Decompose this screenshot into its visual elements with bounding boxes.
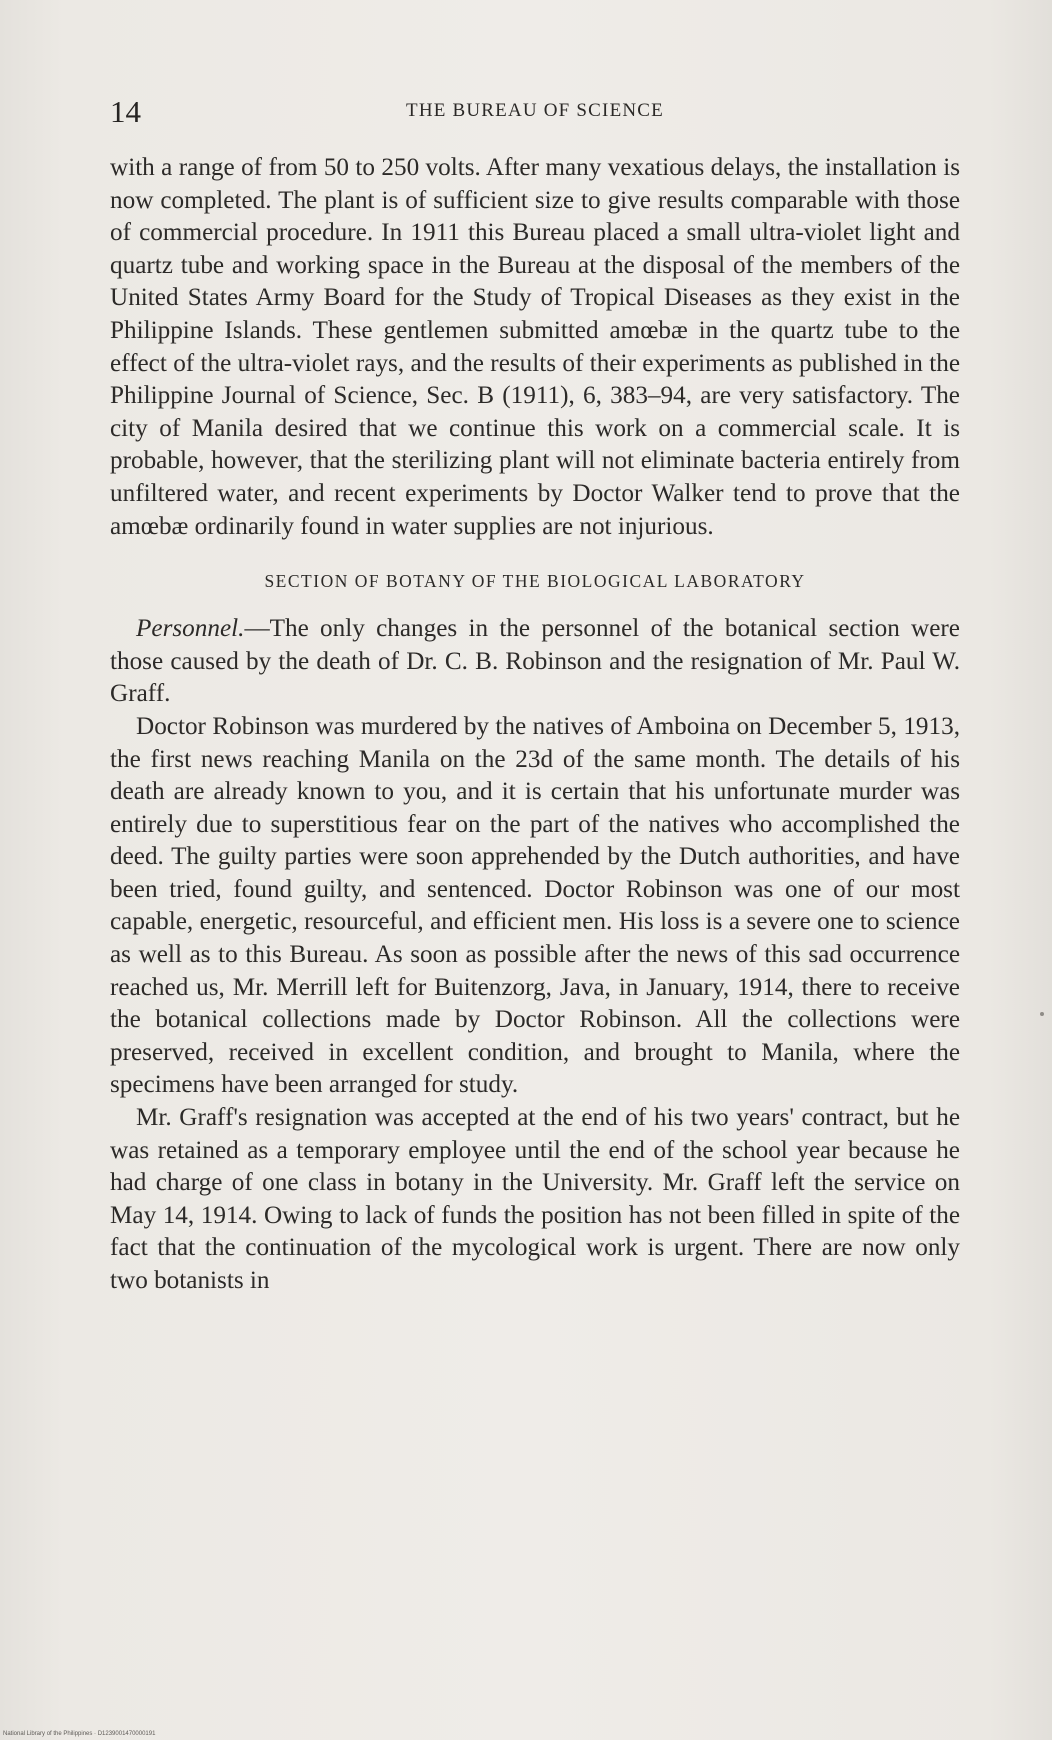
personnel-run-in-label: Personnel. [136,615,245,643]
scan-credit: National Library of the Philippines · D1239001470000191 [3,1731,156,1737]
personnel-text: —The only changes in the personnel of the botanical section were those caused by the death of Dr. C. B. Robinson and the resignation of Mr. Paul W. Graff. [110,615,960,708]
paragraph-water-sterilization: with a range of from 50 to 250 volts. After many vexatious delays, the installation is now completed. The plant is of sufficient size to give results comparable with those of commercial procedure. In 1911 this Bureau placed a small ultra-violet light and quartz tube and working space in the Bureau at the disposal of the members of the United States Army Board for the Study of Tropical Diseases as they exist in the Philippine Islands. These gentlemen submitted amœbæ in the quartz tube to the effect of the ultra-violet rays, and the results of their experiments as published in the Philippine Journal of Science, Sec. B (1911), 6, 383–94, are very satisfactory. The city of Manila desired that we continue this work on a commercial scale. It is probable, however, that the sterilizing plant will not eliminate bacteria entirely from unfiltered water, and recent experiments by Doctor Walker tend to prove that the amœbæ ordinarily found in water supplies are not injurious. [110,154,960,540]
body-text [110,152,960,1298]
page-header [110,94,960,134]
paragraph-graff: Mr. Graff's resignation was accepted at the end of his two years' contract, but he was retained as a temporary employee until the end of the school year because he had charge of one class in botany in the University. Mr. Graff left the service on May 14, 1914. Owing to lack of funds the position has not been filled in spite of the fact that the continuation of the mycological work is urgent. There are now only two botanists in [110,1104,960,1294]
page-number: 14 [110,94,141,129]
section-heading: SECTION OF BOTANY OF THE BIOLOGICAL LABORATORY [264,571,806,592]
paragraph-robinson: Doctor Robinson was murdered by the natives of Amboina on December 5, 1913, the first news reaching Manila on the 23d of the same month. The details of his death are already known to you, and it is certain that his unfortunate murder was entirely due to superstitious fear on the part of the natives who accomplished the deed. The guilty parties were soon apprehended by the Dutch authorities, and have been tried, found guilty, and sentenced. Doctor Robinson was one of our most capable, energetic, resourceful, and efficient men. His loss is a severe one to science as well as to this Bureau. As soon as possible after the news of this sad occurrence reached us, Mr. Merrill left for Buitenzorg, Java, in January, 1914, there to receive the botanical collections made by Doctor Robinson. All the collections were preserved, received in excellent condition, and brought to Manila, where the specimens have been arranged for study. [110,712,960,1099]
running-head: THE BUREAU OF SCIENCE [406,100,664,121]
scan-speck [1040,1012,1044,1016]
paragraph-personnel [110,613,960,711]
